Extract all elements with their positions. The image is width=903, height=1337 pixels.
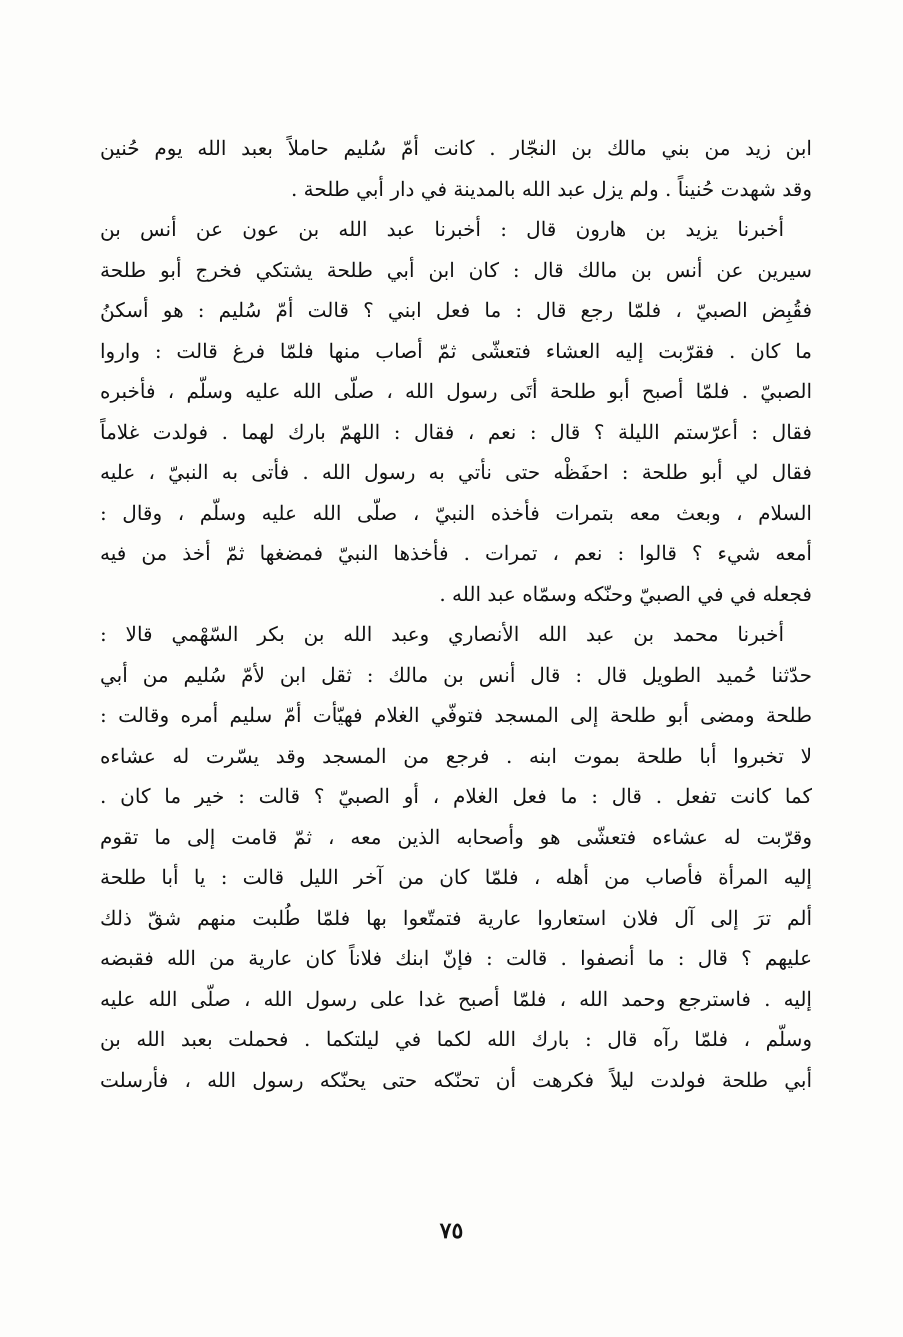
text-line: سيرين عن أنس بن مالك قال : كان ابن أبي طلحة يشتكي فخرج أبو طلحة bbox=[100, 257, 812, 282]
text-line: الصبيّ . فلمّا أصبح أبو طلحة أتَى رسول الله ، صلّى الله عليه وسلّم ، فأخبره bbox=[100, 379, 812, 403]
text-line: إليه . فاسترجع وحمد الله ، فلمّا أصبح غدا على رسول الله ، صلّى الله عليه bbox=[100, 986, 812, 1011]
text-line: أمعه شيء ؟ قالوا : نعم ، تمرات . فأخذها النبيّ فمضغها ثمّ أخذ من فيه bbox=[100, 541, 812, 565]
text-line: إليه المرأة فأصاب من أهله ، فلمّا كان من آخر الليل قالت : يا أبا طلحة bbox=[100, 865, 812, 889]
text-line: أخبرنا محمد بن عبد الله الأنصاري وعبد الله بن بكر السّهْمي قالا : bbox=[100, 622, 784, 646]
text-line: فجعله في في الصبيّ وحنّكه وسمّاه عبد الله . bbox=[439, 581, 812, 606]
text-line: أخبرنا يزيد بن هارون قال : أخبرنا عبد الله بن عون عن أنس بن bbox=[100, 217, 784, 241]
text-line: لا تخبروا أبا طلحة بموت ابنه . فرجع من المسجد وقد يسّرت له عشاءه bbox=[100, 743, 812, 768]
text-line: ما كان . فقرّبت إليه العشاء فتعشّى ثمّ أصاب منها فلمّا فرغ قالت : واروا bbox=[100, 338, 812, 363]
text-line: طلحة ومضى أبو طلحة إلى المسجد فتوفّي الغلام فهيّأت أمّ سليم أمره وقالت : bbox=[100, 703, 812, 727]
text-line: كما كانت تفعل . قال : ما فعل الغلام ، أو الصبيّ ؟ قالت : خير ما كان . bbox=[100, 784, 812, 808]
text-line: وسلّم ، فلمّا رآه قال : بارك الله لكما في ليلتكما . فحملت بعبد الله بن bbox=[100, 1027, 812, 1051]
text-line: ابن زيد من بني مالك بن النجّار . كانت أمّ سُليم حاملاً بعبد الله يوم حُنين bbox=[100, 136, 812, 160]
text-line: عليهم ؟ قال : ما أنصفوا . قالت : فإنّ ابنك فلاناً كان عارية من الله فقبضه bbox=[100, 946, 812, 970]
text-line: حدّثنا حُميد الطويل قال : قال أنس بن مالك : ثقل ابن لأمّ سُليم من أبي bbox=[100, 662, 812, 687]
text-line: فقال : أعرّستم الليلة ؟ قال : نعم ، فقال : اللهمّ بارك لهما . فولدت غلاماً bbox=[100, 419, 812, 444]
text-line: فقُبِض الصبيّ ، فلمّا رجع قال : ما فعل ابني ؟ قالت أمّ سُليم : هو أسكنُ bbox=[100, 298, 812, 322]
text-line: أبي طلحة فولدت ليلاً فكرهت أن تحنّكه حتى يحنّكه رسول الله ، فأرسلت bbox=[100, 1067, 812, 1092]
text-line: السلام ، وبعث معه بتمرات فأخذه النبيّ ، صلّى الله عليه وسلّم ، وقال : bbox=[100, 500, 812, 525]
text-line: وقرّبت له عشاءه فتعشّى هو وأصحابه الذين معه ، ثمّ قامت إلى ما تقوم bbox=[100, 824, 812, 849]
text-line: وقد شهدت حُنيناً . ولم يزل عبد الله بالمدينة في دار أبي طلحة . bbox=[290, 176, 812, 201]
arabic-text-body bbox=[100, 128, 812, 1100]
page-number: ٧٥ bbox=[439, 1218, 464, 1244]
text-line: فقال لي أبو طلحة : احفَظْه حتى نأتي به رسول الله . فأتى به النبيّ ، عليه bbox=[100, 460, 812, 484]
text-line: ألم ترَ إلى آل فلان استعاروا عارية فتمتّعوا بها فلمّا طُلبت منهم شقّ ذلك bbox=[100, 905, 812, 930]
